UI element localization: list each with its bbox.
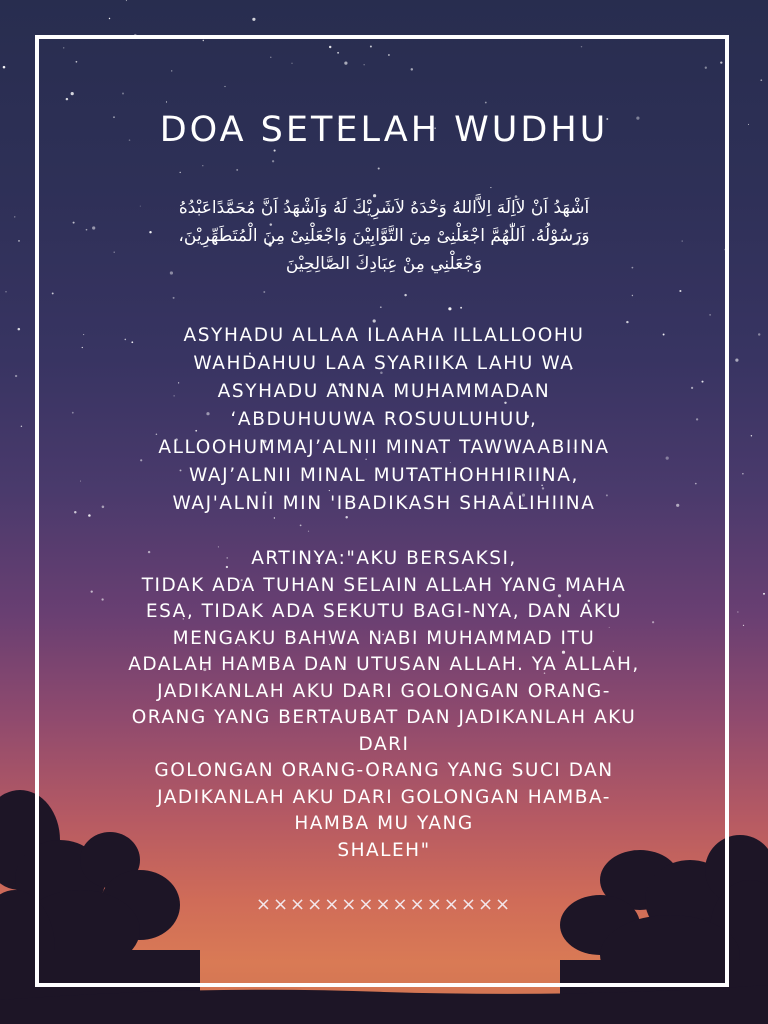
arabic-prayer-text: اَشْهَدُ اَنْ لاَاِلَهَ اِلاَّاللهُ وَحْدَهُ لاَشَرِيْكَ لَهُ وَاَشْهَدُ اَنَّ مُحَمَّدًاعَبْدُهُ وَرَسُوْلُهُ. اَللّٰهُمَّ اجْعَلْنِىْ مِنَ التَّوَّابِيْنَ وَاجْعَلْنِىْ مِنَ الْمُتَطَهِّرِيْنَ، وَجْعَلْنِي مِنْ عِبَادِكَ الصَّالِحِيْنَ	[178, 198, 590, 274]
translation-text: ARTINYA:"AKU BERSAKSI, TIDAK ADA TUHAN SELAIN ALLAH YANG MAHA ESA, TIDAK ADA SEKUTU BAGI-NYA, DAN AKU MENGAKU BAHWA NABI MUHAMMAD ITU ADALAH HAMBA DAN UTUSAN ALLAH. YA ALLAH, JADIKANLAH AKU DARI GOLONGAN ORANG- ORANG YANG BERTAUBAT DAN JADIKANLAH AKU DARI GOLONGAN ORANG-ORANG YANG SUCI DAN JADIKANLAH AKU DARI GOLONGAN HAMBA- HAMBA MU YANG SHALEH"	[128, 548, 640, 861]
prayer-card	[40, 40, 728, 915]
page-title: DOA SETELAH WUDHU	[159, 110, 609, 150]
cross-divider: ×××××××××××××××	[255, 894, 513, 915]
transliteration-text: ASYHADU ALLAA ILAAHA ILLALLOOHU WAHDAHUU LAA SYARIIKA LAHU WA ASYHADU ANNA MUHAMMADAN ‘ABDUHUUWA ROSUULUHUU, ALLOOHUMMAJ’ALNII MINAT TAWWAABIINA WAJ’ALNII MINAL MUTATHOHHIRIINA, WAJ'ALNII MIN 'IBADIKASH SHAALIHIINA	[158, 325, 610, 514]
